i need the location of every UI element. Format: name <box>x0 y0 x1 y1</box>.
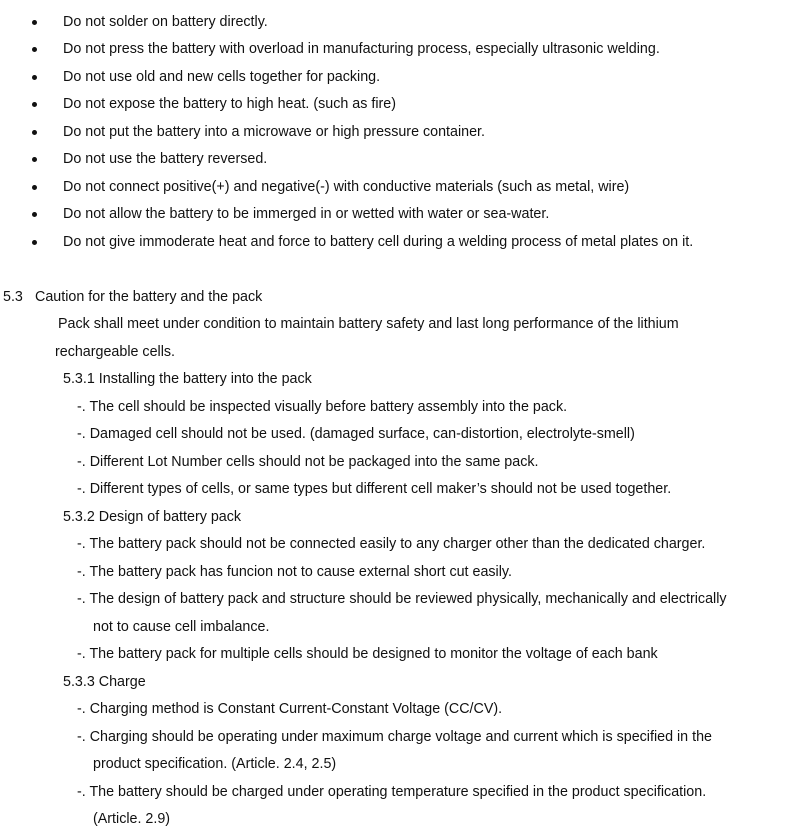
list-item: -. The battery pack should not be connected easily to any charger other than the dedicated charger. <box>77 536 706 552</box>
list-item: -. Different Lot Number cells should not be packaged into the same pack. <box>77 454 539 470</box>
list-item-continuation: (Article. 2.9) <box>93 811 171 827</box>
bullet-icon <box>32 47 37 52</box>
bullet-icon <box>32 75 37 80</box>
list-item: -. The battery pack has funcion not to cause external short cut easily. <box>77 564 512 580</box>
section-intro-line: rechargeable cells. <box>55 344 176 360</box>
bullet-item: Do not use old and new cells together for packing. <box>63 69 381 85</box>
bullet-item: Do not give immoderate heat and force to battery cell during a welding process of metal plates on it. <box>63 234 694 250</box>
list-item: -. Charging should be operating under maximum charge voltage and current which is specified in the <box>77 729 712 745</box>
list-item: -. Damaged cell should not be used. (damaged surface, can-distortion, electrolyte-smell) <box>77 426 635 442</box>
bullet-icon <box>32 157 37 162</box>
section-title: Caution for the battery and the pack <box>35 289 263 305</box>
bullet-item: Do not solder on battery directly. <box>63 14 268 30</box>
bullet-icon <box>32 20 37 25</box>
section-number: 5.3 <box>3 289 23 305</box>
list-item: -. The design of battery pack and structure should be reviewed physically, mechanically and electrically <box>77 591 727 607</box>
list-item: -. The battery pack for multiple cells should be designed to monitor the voltage of each bank <box>77 646 658 662</box>
bullet-icon <box>32 212 37 217</box>
subsection-heading: 5.3.3 Charge <box>63 674 146 690</box>
bullet-item: Do not connect positive(+) and negative(-) with conductive materials (such as metal, wire) <box>63 179 630 195</box>
bullet-item: Do not use the battery reversed. <box>63 151 268 167</box>
list-item: -. Charging method is Constant Current-Constant Voltage (CC/CV). <box>77 701 503 717</box>
bullet-icon <box>32 102 37 107</box>
list-item: -. Different types of cells, or same types but different cell maker’s should not be used together. <box>77 481 672 497</box>
bullet-icon <box>32 240 37 245</box>
subsection-heading: 5.3.1 Installing the battery into the pack <box>63 371 312 387</box>
list-item: -. The cell should be inspected visually before battery assembly into the pack. <box>77 399 568 415</box>
bullet-icon <box>32 130 37 135</box>
bullet-item: Do not press the battery with overload in manufacturing process, especially ultrasonic welding. <box>63 41 660 57</box>
bullet-item: Do not expose the battery to high heat. (such as fire) <box>63 96 396 112</box>
subsection-heading: 5.3.2 Design of battery pack <box>63 509 242 525</box>
bullet-item: Do not put the battery into a microwave or high pressure container. <box>63 124 485 140</box>
bullet-icon <box>32 185 37 190</box>
list-item-continuation: product specification. (Article. 2.4, 2.5) <box>93 756 337 772</box>
list-item: -. The battery should be charged under operating temperature specified in the product specification. <box>77 784 707 800</box>
bullet-item: Do not allow the battery to be immerged in or wetted with water or sea-water. <box>63 206 550 222</box>
section-intro-line: Pack shall meet under condition to maintain battery safety and last long performance of the lithium <box>58 316 679 332</box>
list-item-continuation: not to cause cell imbalance. <box>93 619 270 635</box>
